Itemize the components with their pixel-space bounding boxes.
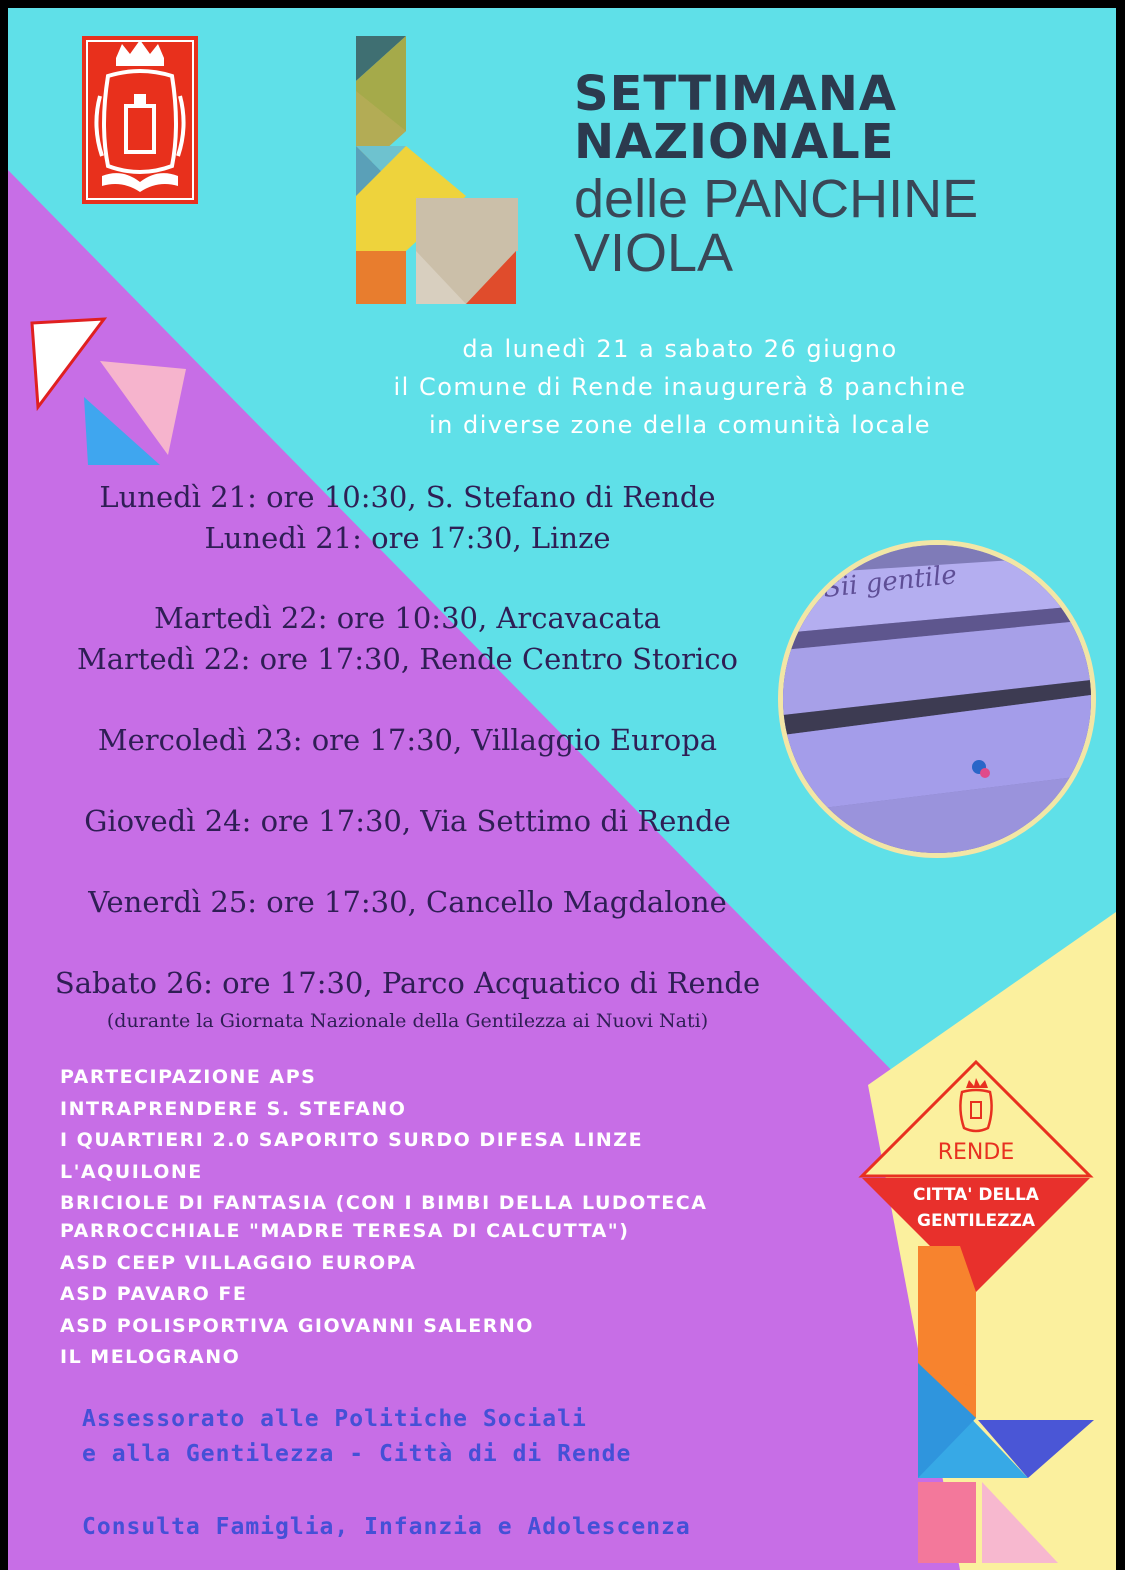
footer-line-2: e alla Gentilezza - Città di di Rende [82,1441,632,1467]
badge-city: RENDE [937,1140,1015,1165]
schedule-item: Martedì 22: ore 10:30, Arcavacata [154,601,661,635]
participant-item: ASD POLISPORTIVA GIOVANNI SALERNO [60,1315,534,1337]
participant-item: PARTECIPAZIONE APS [60,1066,317,1088]
participant-item: PARROCCHIALE "MADRE TERESA DI CALCUTTA") [60,1220,630,1242]
rende-badge-icon [858,1058,1098,1570]
schedule-item: Venerdì 25: ore 17:30, Cancello Magdalone [88,885,727,919]
participant-item: IL MELOGRANO [60,1346,241,1368]
footer-line-1: Assessorato alle Politiche Sociali [82,1406,587,1432]
participant-item: ASD PAVARO FE [60,1283,248,1305]
participant-item: ASD CEEP VILLAGGIO EUROPA [60,1252,417,1274]
participant-item: INTRAPRENDERE S. STEFANO [60,1098,407,1120]
schedule-item: Sabato 26: ore 17:30, Parco Acquatico di Rende [54,966,761,1000]
schedule-item: Lunedì 21: ore 17:30, Linze [204,521,611,555]
intro-line-1: da lunedì 21 a sabato 26 giugno [462,335,898,363]
triangles-decoration-icon [28,315,193,470]
title-line-3: delle PANCHINE [574,169,979,229]
schedule-item: Giovedì 24: ore 17:30, Via Settimo di Rende [84,804,731,838]
badge-motto-line-2: GENTILEZZA [917,1211,1035,1231]
title-line-2: NAZIONALE [574,114,895,170]
city-crest-icon [82,36,198,204]
title-line-1: SETTIMANA [574,66,898,122]
tangram-logo-icon [356,36,518,306]
title-line-4: VIOLA [574,223,734,283]
participant-item: I QUARTIERI 2.0 SAPORITO SURDO DIFESA LINZE [60,1129,644,1151]
bench-photo [778,540,1096,858]
bench-writing: Sii gentile [821,560,959,604]
schedule-item: Martedì 22: ore 17:30, Rende Centro Storico [77,642,738,676]
participant-item: BRICIOLE DI FANTASIA (CON I BIMBI DELLA LUDOTECA [60,1192,708,1214]
intro-line-2: il Comune di Rende inaugurerà 8 panchine [393,373,967,401]
badge-motto-line-1: CITTA' DELLA [913,1185,1039,1205]
footer-line-3: Consulta Famiglia, Infanzia e Adolescenza [82,1514,691,1540]
schedule-item: Lunedì 21: ore 10:30, S. Stefano di Rende [99,480,716,514]
intro-line-3: in diverse zone della comunità locale [429,411,931,439]
schedule-item: Mercoledì 23: ore 17:30, Villaggio Europa [97,723,718,757]
schedule-note: (durante la Giornata Nazionale della Gentilezza ai Nuovi Nati) [106,1010,709,1032]
participant-item: L'AQUILONE [60,1161,203,1183]
